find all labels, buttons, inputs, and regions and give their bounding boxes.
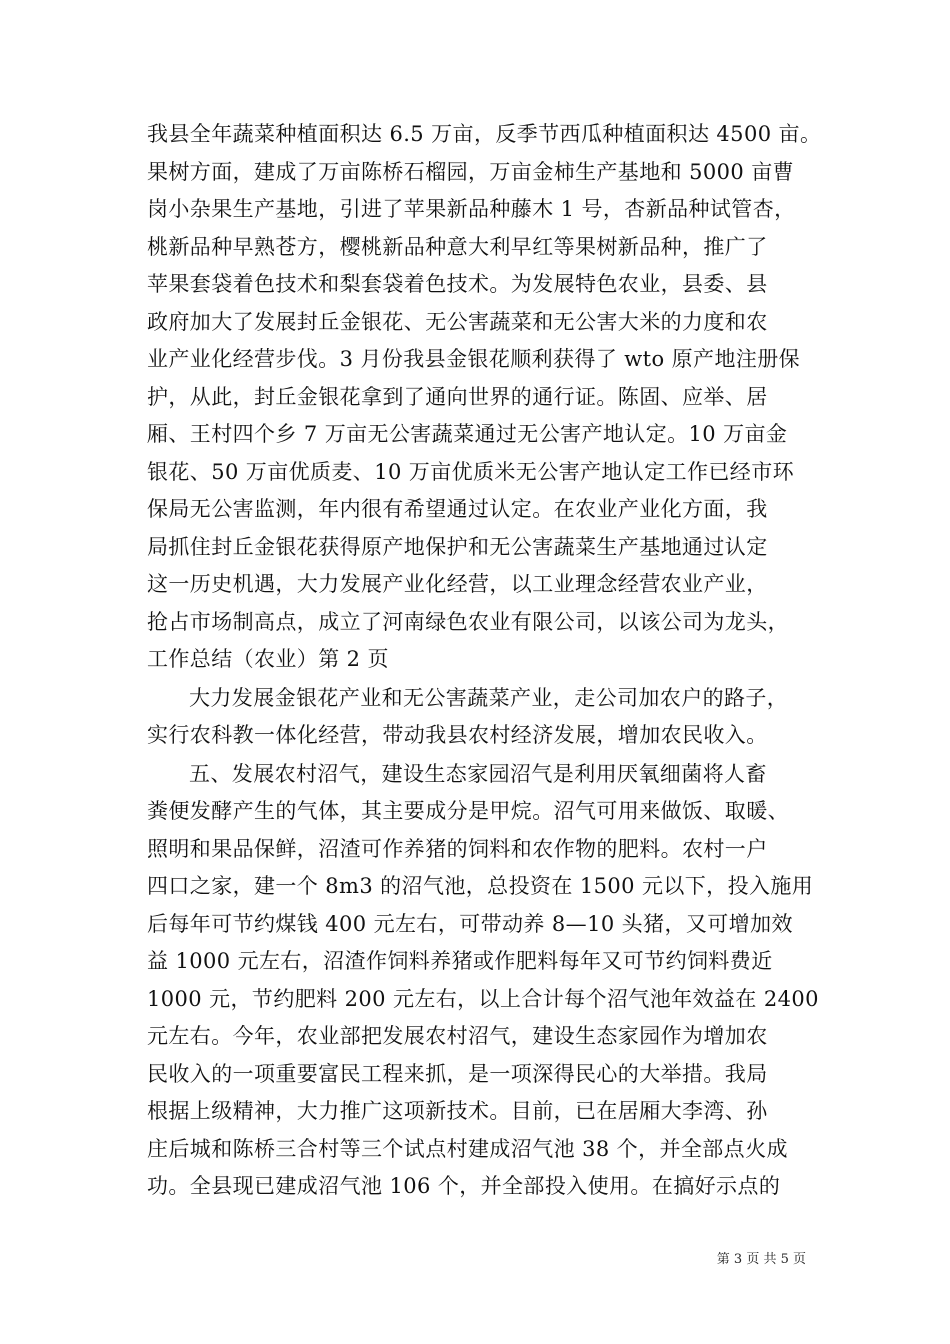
text-line: 苹果套袋着色技术和梨套袋着色技术。为发展特色农业，县委、县 xyxy=(147,272,768,296)
text-line: 银花、50 万亩优质麦、10 万亩优质米无公害产地认定工作已经市环 xyxy=(147,459,794,484)
page-number-footer: 第 3 页 共 5 页 xyxy=(716,1252,806,1267)
text-line: 保局无公害监测，年内很有希望通过认定。在农业产业化方面，我 xyxy=(147,497,768,521)
section-heading-line: 五、发展农村沼气，建设生态家园沼气是利用厌氧细菌将人畜 xyxy=(189,761,767,786)
text-line: 益 1000 元左右，沼渣作饲料养猪或作肥料每年又可节约饲料费近 xyxy=(147,949,773,973)
text-line: 元左右。今年，农业部把发展农村沼气，建设生态家园作为增加农 xyxy=(147,1024,768,1048)
text-line: 抢占市场制高点，成立了河南绿色农业有限公司，以该公司为龙头， xyxy=(147,609,789,634)
text-line: 我县全年蔬菜种植面积达 6.5 万亩，反季节西瓜种植面积达 4500 亩。 xyxy=(147,122,822,146)
text-line: 功。全县现已建成沼气池 106 个，并全部投入使用。在搞好示点的 xyxy=(147,1174,781,1198)
text-line: 粪便发酵产生的气体，其主要成分是甲烷。沼气可用来做饭、取暖、 xyxy=(147,799,789,823)
text-line: 1000 元，节约肥料 200 元左右，以上合计每个沼气池年效益在 2400 xyxy=(147,986,819,1011)
text-line: 实行农科教一体化经营，带动我县农村经济发展，增加农民收入。 xyxy=(147,723,768,747)
text-line: 根据上级精神，大力推广这项新技术。目前，已在居厢大李湾、孙 xyxy=(147,1099,768,1123)
text-line: 岗小杂果生产基地，引进了苹果新品种藤木 1 号，杏新品种试管杏， xyxy=(147,197,796,221)
paragraph-start-line: 大力发展金银花产业和无公害蔬菜产业，走公司加农户的路子， xyxy=(189,685,789,710)
text-line: 业产业化经营步伐。3 月份我县金银花顺利获得了 wto 原产地注册保 xyxy=(147,347,801,371)
text-line: 这一历史机遇，大力发展产业化经营，以工业理念经营农业产业， xyxy=(147,572,768,596)
page-break-label: 工作总结（农业）第 2 页 xyxy=(147,647,389,671)
text-line: 桃新品种早熟苍方，樱桃新品种意大利早红等果树新品种，推广了 xyxy=(147,234,768,259)
text-line: 庄后城和陈桥三合村等三个试点村建成沼气池 38 个，并全部点火成 xyxy=(147,1136,788,1161)
text-line: 局抓住封丘金银花获得原产地保护和无公害蔬菜生产基地通过认定 xyxy=(147,534,768,559)
text-line: 四口之家，建一个 8m3 的沼气池，总投资在 1500 元以下，投入施用 xyxy=(147,874,814,898)
text-line: 照明和果品保鲜，沼渣可作养猪的饲料和农作物的肥料。农村一户 xyxy=(147,836,768,861)
document-body xyxy=(147,116,822,1206)
text-line: 政府加大了发展封丘金银花、无公害蔬菜和无公害大米的力度和农 xyxy=(147,309,768,334)
text-line: 护，从此，封丘金银花拿到了通向世界的通行证。陈固、应举、居 xyxy=(147,384,768,409)
text-line: 厢、王村四个乡 7 万亩无公害蔬菜通过无公害产地认定。10 万亩金 xyxy=(147,422,788,446)
text-line: 果树方面，建成了万亩陈桥石榴园，万亩金柿生产基地和 5000 亩曹 xyxy=(147,159,794,184)
text-line: 民收入的一项重要富民工程来抓，是一项深得民心的大举措。我局 xyxy=(147,1061,768,1086)
text-line: 后每年可节约煤钱 400 元左右，可带动养 8—10 头猪，又可增加效 xyxy=(147,911,793,936)
